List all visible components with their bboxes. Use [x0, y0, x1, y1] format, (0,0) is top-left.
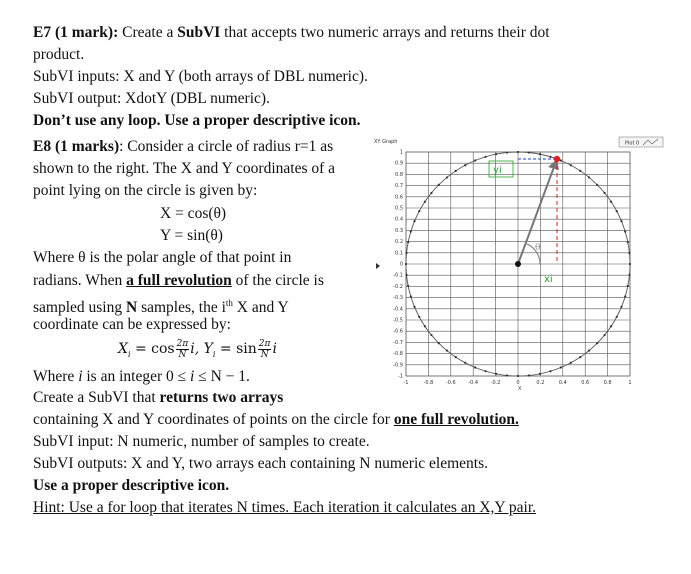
legend-label: Plot 0: [625, 140, 640, 147]
e8-line7: coordinate can be expressed by:: [33, 316, 231, 333]
e8-line11: SubVI input: N numeric, number of samples to create.: [33, 433, 370, 450]
sample-point: [517, 375, 519, 377]
e8-line13: Use a proper descriptive icon.: [33, 477, 230, 494]
e8-line12: SubVI outputs: X and Y, two arrays each containing N numeric elements.: [33, 455, 488, 472]
e7-heading-cont: product.: [33, 46, 85, 63]
sample-point: [620, 306, 622, 308]
y-tick-label: -0.7: [393, 339, 403, 346]
x-tick-label: -0.6: [445, 380, 456, 386]
sample-point: [438, 342, 440, 344]
y-tick-label: -0.4: [393, 306, 403, 313]
sample-point: [588, 176, 590, 178]
legend: [619, 137, 663, 147]
e8-line9: Create a SubVI that returns two arrays: [33, 389, 284, 406]
e8-line6: sampled using N samples, the $i^{th}$ X and Y: [33, 298, 289, 317]
sample-point: [549, 156, 551, 158]
sample-point: [418, 316, 420, 318]
sample-point: [620, 220, 622, 222]
circle-point: [554, 156, 560, 162]
e7-heading: E7 (1 mark): Create a SubVI that accepts two numeric arrays and returns their dot: [33, 24, 550, 41]
sample-point: [616, 316, 618, 318]
e7-inputs: SubVI inputs: X and Y (both arrays of DBL numeric).: [33, 68, 368, 85]
sample-point: [484, 156, 486, 158]
e7-output: SubVI output: XdotY (DBL numeric).: [33, 90, 270, 107]
y-tick-label: -0.6: [393, 328, 403, 335]
sample-point: [455, 170, 457, 172]
sample-point: [407, 285, 409, 287]
sample-point: [506, 374, 508, 376]
sample-point: [405, 252, 407, 254]
x-tick-label: -1: [403, 380, 409, 386]
sample-point: [413, 306, 415, 308]
y-tick-label: -1: [398, 373, 403, 380]
y-tick-label: 0.5: [395, 205, 403, 212]
y-tick-label: 0.9: [395, 160, 403, 167]
y-tick-label: -0.3: [393, 295, 403, 302]
sample-point: [430, 192, 432, 194]
sample-point: [627, 241, 629, 243]
x-tick-label: 0.4: [558, 380, 567, 386]
sample-point: [464, 164, 466, 166]
x-tick-label: 0.6: [581, 380, 590, 386]
sample-point: [629, 263, 631, 265]
yi-label: yi: [493, 165, 502, 176]
hint: Hint: Use a for loop that iterates N times. Each iteration it calculates an X,Y pair.: [33, 499, 537, 516]
sample-point: [588, 349, 590, 351]
x-tick-label: -0.2: [490, 380, 501, 386]
y-tick-label: 0: [399, 261, 403, 268]
sample-point: [446, 349, 448, 351]
y-tick-label: 0.8: [395, 171, 403, 178]
e8-line3: point lying on the circle is given by:: [33, 182, 258, 199]
xy-graph: [372, 134, 672, 394]
e7-note: Don’t use any loop. Use a proper descriptive icon.: [33, 112, 361, 129]
y-tick-labels: [393, 150, 403, 380]
y-tick-label: -0.8: [393, 351, 403, 358]
sample-point: [474, 159, 476, 161]
sample-point: [596, 184, 598, 186]
sample-point: [560, 366, 562, 368]
sample-point: [624, 230, 626, 232]
sample-point: [446, 176, 448, 178]
sample-point: [579, 170, 581, 172]
sample-point: [405, 263, 407, 265]
x-tick-label: -0.8: [423, 380, 434, 386]
sample-point: [610, 201, 612, 203]
x-tick-label: 1: [628, 380, 632, 386]
e8-line8: Where i is an integer 0 ≤ i ≤ N − 1.: [33, 368, 250, 385]
sample-point: [474, 366, 476, 368]
sample-point: [413, 220, 415, 222]
sample-point: [430, 334, 432, 336]
e8-line10: containing X and Y coordinates of points on the circle for one full revolution.: [33, 411, 519, 428]
theta-label: θ: [535, 243, 541, 253]
sample-point: [455, 356, 457, 358]
scroll-arrow-icon: [376, 263, 380, 269]
e8-line1: E8 (1 marks): Consider a circle of radius r=1 as: [33, 138, 334, 155]
sample-point: [596, 342, 598, 344]
e8-line4: Where θ is the polar angle of that point in: [33, 249, 292, 266]
x-axis-label: X: [518, 386, 522, 392]
x-tick-label: 0: [516, 380, 520, 386]
e8-line2: shown to the right. The X and Y coordinates of a: [33, 160, 336, 177]
sample-point: [405, 274, 407, 276]
sample-point: [579, 356, 581, 358]
sample-point: [424, 201, 426, 203]
equation-y: Y = sin(θ): [160, 227, 223, 244]
y-tick-label: 1: [399, 149, 403, 156]
sample-point: [570, 362, 572, 364]
formula: $X_i = \cos$ $\frac{2\pi}{N}$ i, $Y_i = \sin$ $\frac{2\pi}{N}$ i: [118, 338, 277, 360]
sample-point: [528, 374, 530, 376]
sample-point: [603, 334, 605, 336]
y-tick-label: 0.6: [395, 194, 403, 201]
y-tick-label: -0.2: [393, 283, 403, 290]
sample-point: [539, 153, 541, 155]
sample-point: [528, 151, 530, 153]
sample-point: [407, 241, 409, 243]
y-tick-label: 0.2: [395, 239, 403, 246]
y-tick-label: 0.1: [395, 250, 403, 257]
x-tick-label: -0.4: [468, 380, 479, 386]
sample-point: [506, 151, 508, 153]
y-tick-label: -0.9: [393, 362, 403, 369]
sample-point: [628, 274, 630, 276]
equation-x: X = cos(θ): [160, 205, 227, 222]
xi-label: xi: [544, 274, 553, 285]
sample-point: [438, 184, 440, 186]
document-body: [33, 22, 663, 132]
x-tick-label: 0.2: [536, 380, 545, 386]
sample-point: [616, 210, 618, 212]
sample-point: [410, 230, 412, 232]
sample-point: [464, 362, 466, 364]
sample-point: [495, 373, 497, 375]
sample-point: [517, 151, 519, 153]
sample-point: [549, 370, 551, 372]
sample-point: [539, 373, 541, 375]
y-tick-label: 0.7: [395, 183, 403, 190]
graph-title: XY Graph: [374, 139, 398, 145]
origin-point: [515, 261, 521, 267]
y-tick-label: 0.4: [395, 216, 403, 223]
sample-point: [628, 252, 630, 254]
sample-point: [610, 325, 612, 327]
x-tick-label: 0.8: [603, 380, 612, 386]
sample-point: [495, 153, 497, 155]
y-tick-label: -0.1: [393, 272, 403, 279]
sample-point: [410, 295, 412, 297]
y-tick-label: -0.5: [393, 317, 403, 324]
sample-point: [570, 164, 572, 166]
sample-point: [424, 325, 426, 327]
sample-point: [484, 370, 486, 372]
y-tick-label: 0.3: [395, 227, 403, 234]
e8-line5: radians. When a full revolution of the circle is: [33, 272, 324, 289]
sample-point: [627, 285, 629, 287]
sample-point: [418, 210, 420, 212]
sample-point: [603, 192, 605, 194]
sample-point: [624, 295, 626, 297]
